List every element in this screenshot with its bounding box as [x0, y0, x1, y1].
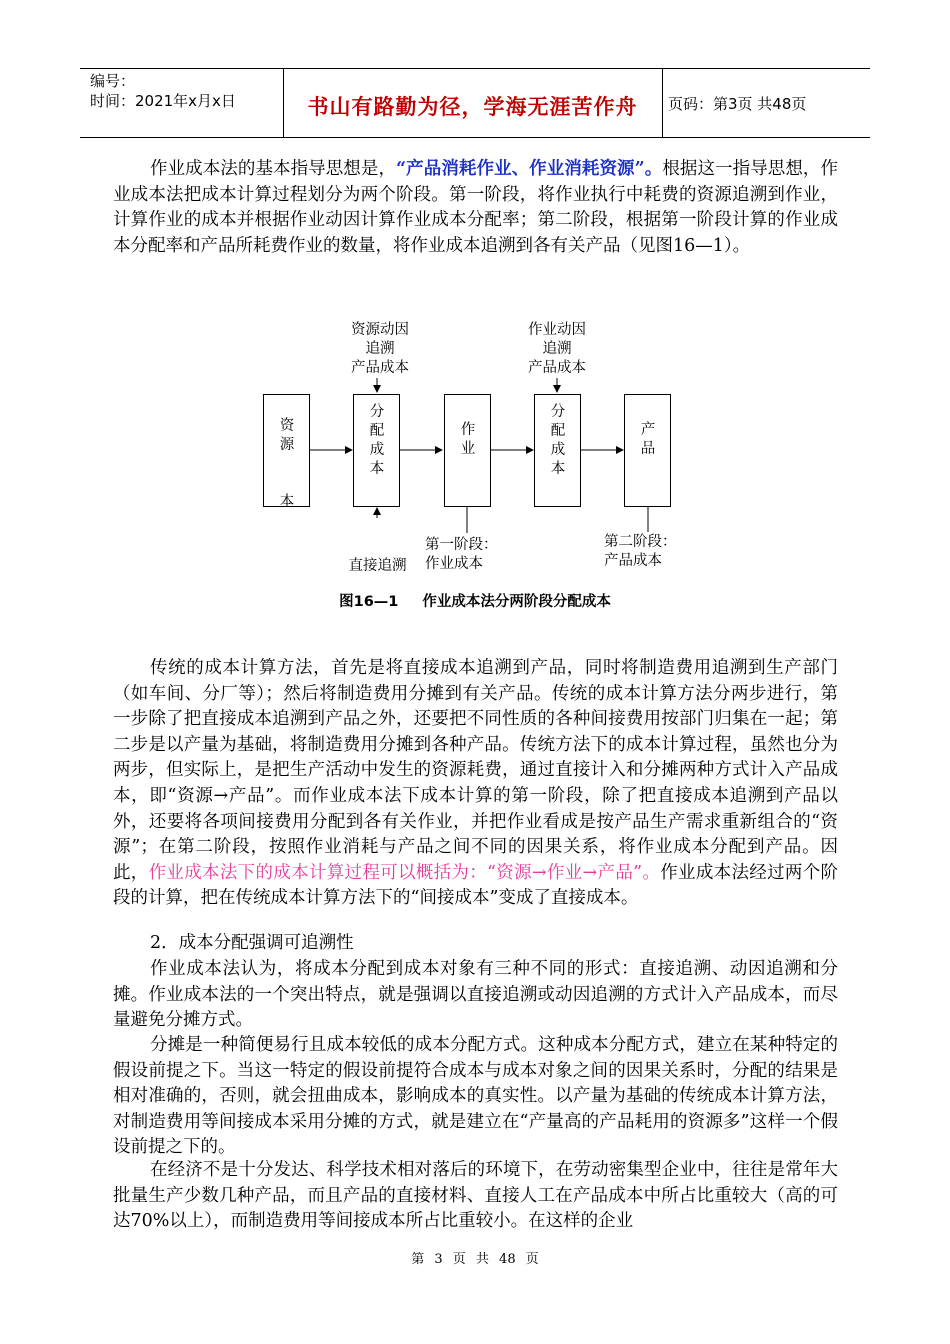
- body-paragraph: [113, 656, 838, 912]
- page-footer: 第 3 页 共 48 页: [411, 1252, 539, 1267]
- body-highlight: 作业成本法下的成本计算过程可以概括为：“资源→作业→产品”。: [148, 862, 661, 883]
- diagram-arrows: [0, 0, 950, 600]
- body-paragraph: 在经济不是十分发达、科学技术相对落后的环境下，在劳动密集型企业中，往往是常年大批量生产少数几种产品，而且产品的直接材料、直接人工在产品成本中所占比重较大（高的可达70%以上），而制造费用等间接成本所占比重较小。在这样的企业: [113, 1160, 838, 1232]
- activity-box: [444, 394, 491, 507]
- header-page-number: 页码：第3页 共48页: [668, 95, 807, 113]
- resource-driver-label: 资源动因 追溯 产品成本: [351, 322, 409, 376]
- header-date: 时间：2021年x月x日: [90, 92, 236, 110]
- stage-2-label: 第二阶段： 产品成本: [604, 534, 677, 569]
- stage-1-label: 第一阶段： 作业成本: [425, 537, 498, 572]
- allocation-box-1: [353, 394, 400, 507]
- body-paragraph: 分摊是一种简便易行且成本较低的成本分配方式。这种成本分配方式，建立在某种特定的假设前提之下。当这一特定的假设前提符合成本与成本对象之间的因果关系时，分配的结果是相对准确的，否则，就会扭曲成本，影响成本的真实性。以产量为基础的传统成本计算方法，对制造费用等间接成本采用分摊的方式，就是建立在“产量高的产品耗用的资源多”这样一个假设前提之下的。: [113, 1035, 838, 1158]
- activity-driver-label: 作业动因 追溯 产品成本: [528, 322, 586, 376]
- intro-highlight: “产品消耗作业、作业消耗资源”。: [396, 159, 663, 179]
- intro-text-cont: 根据这一指导思想，作业成本法把成本计算过程划分为两个阶段。第一阶段，将作业执行中耗费的资源追溯到作业，计算作业的成本并根据作业动因计算作业成本分配率；第二阶段，根据第一阶段计算的作业成本分配率和产品所耗费作业的数量，将作业成本追溯到各有关产品（见图16—1）。: [113, 159, 839, 256]
- caption-text: 作业成本法分两阶段分配成本: [422, 594, 611, 610]
- allocation-box-2: [534, 394, 581, 507]
- caption-number: 图16—1: [339, 594, 399, 610]
- header-number: 编号：: [90, 72, 136, 90]
- product-box-label: 产 品: [640, 422, 656, 457]
- product-box: [624, 394, 671, 507]
- resource-box-label: 资 源 本: [279, 418, 295, 510]
- body-text: 传统的成本计算方法，首先是将直接成本追溯到产品，同时将制造费用追溯到生产部门（如车间、分厂等）；然后将制造费用分摊到有关产品。传统的成本计算方法分两步进行，第一步除了把直接成本追溯到产品之外，还要把不同性质的各种间接费用按部门归集在一起；第二步是以产量为基础，将制造费用分摊到各种产品。传统方法下的成本计算过程，虽然也分为两步，但实际上，是把生产活动中发生的资源耗费，通过直接计入和分摊两种方式计入产品成本，即“资源→产品”。而作业成本法下成本计算的第一阶段，除了把直接成本追溯到产品以外，还要将各项间接费用分配到各有关作业，并把作业看成是按产品生产需求重新组合的“资源”；在第二阶段，按照作业消耗与产品之间不同的因果关系，将作业成本分配到产品。因此，: [113, 658, 838, 883]
- header-motto: 书山有路勤为径，学海无涯苦作舟: [307, 95, 638, 119]
- intro-text: 作业成本法的基本指导思想是，: [150, 159, 397, 179]
- activity-box-label: 作 业: [460, 422, 476, 457]
- body-text-cont: 作业成本法经过两个阶段的计算，把在传统成本计算方法下的“间接成本”变成了直接成本。: [113, 862, 839, 909]
- direct-trace-label: 直接追溯: [348, 558, 407, 574]
- resource-box: [263, 394, 310, 510]
- section-heading: 2．成本分配强调可追溯性: [150, 933, 354, 953]
- body-paragraph: 作业成本法认为，将成本分配到成本对象有三种不同的形式：直接追溯、动因追溯和分摊。作业成本法的一个突出特点，就是强调以直接追溯或动因追溯的方式计入产品成本，而尽量避免分摊方式。: [113, 959, 838, 1031]
- allocation-box-1-label: 分 配 成 本: [369, 404, 385, 477]
- allocation-box-2-label: 分 配 成 本: [550, 404, 566, 477]
- figure-caption: [0, 590, 950, 611]
